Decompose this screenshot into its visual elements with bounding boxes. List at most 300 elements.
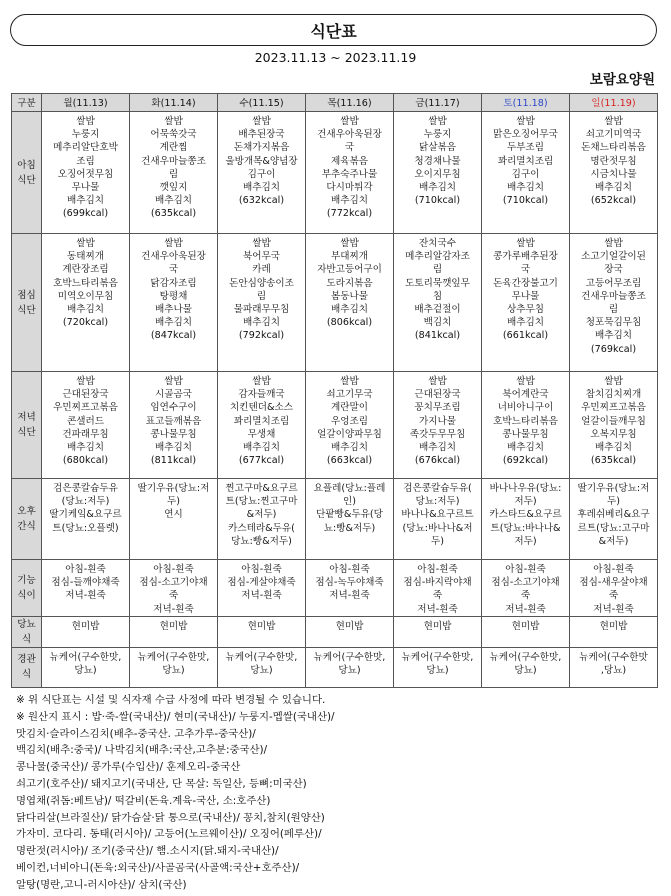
menu-item: 제육볶음 [330,155,369,167]
menu-cell-functional-2 [218,560,306,617]
menu-item: 침 [432,290,443,302]
menu-item: (699kcal) [62,208,109,220]
menu-item: 오징어젓무침 [57,168,114,180]
menu-item: 계란장조림 [62,264,109,276]
menu-item: 호박느타리볶음 [53,277,118,289]
corner-header: 구분 [12,94,42,112]
menu-item: 쌀밥 [252,376,271,387]
menu-cell-snack-6 [570,479,658,560]
menu-cell-breakfast-6 [570,112,658,234]
menu-item: 쌀밥 [76,116,95,127]
menu-item: 두부조림 [506,142,545,154]
menu-item: 카스타드&요구르 [489,509,562,521]
menu-item: 카레 [252,264,271,276]
menu-cell-breakfast-0 [42,112,130,234]
menu-item: 북어무국 [242,251,281,263]
menu-item: 뉴케어(구수한맛, [225,651,298,663]
menu-item: 다시마튀각 [326,182,373,194]
menu-item: 림 [608,304,619,316]
note-line: 닭다리살(브라질산)/ 닭가슴살·닭 통으로(국내산)/ 꽁치,참치(원양산) [16,811,325,824]
menu-item: 쌀밥 [516,238,535,249]
menu-cell-snack-4 [394,479,482,560]
menu-item: 명란젓무침 [590,155,637,167]
menu-item: 콩나물무침 [150,428,197,440]
menu-cell-breakfast-3 [306,112,394,234]
menu-item: 배추김치 [66,195,105,207]
menu-cell-lunch-6 [570,234,658,372]
menu-cell-breakfast-4 [394,112,482,234]
menu-cell-snack-5 [482,479,570,560]
menu-item: 연시 [164,509,183,521]
menu-item: 르트(당뇨:고구마 [577,522,650,534]
menu-item: ,당뇨) [600,665,627,677]
menu-item: 부추숙주나물 [321,168,378,180]
menu-item: 쌀밥 [604,376,623,387]
menu-cell-dinner-6 [570,372,658,479]
menu-cell-dinner-4 [394,372,482,479]
table-header-row [12,94,658,112]
menu-item: 저녁-흰죽 [417,603,458,615]
note-line: 명엽채(쥐돔:베트남)/ 떡갈비(돈육.계육-국산, 소:호주산) [16,794,271,807]
row-header-line: 당뇨 [17,618,36,630]
menu-item: 감자들깨국 [238,389,285,401]
menu-item: 당뇨) [514,665,537,677]
menu-item: 우민찌프고볶음 [581,402,646,414]
menu-cell-diabetic-6 [570,616,658,647]
menu-item: 아침-흰죽 [505,564,546,575]
menu-item: 계란찜 [159,142,188,154]
menu-item: 무나물 [511,290,540,302]
menu-item: (772kcal) [326,208,373,220]
menu-item: 도라지볶음 [326,277,373,289]
menu-item: 닭살볶음 [418,142,457,154]
menu-item: 오이지무침 [414,168,461,180]
menu-item: 돈채가지볶음 [233,142,290,154]
menu-cell-dinner-5 [482,372,570,479]
row-header-line: 식단 [17,427,36,438]
menu-item: 림 [256,290,267,302]
table-row-functional [12,560,658,617]
menu-item: 시금치나물 [590,168,637,180]
menu-item: 임연수구이 [150,402,197,414]
menu-item: 점심-새우살야채 [579,577,648,589]
menu-item: 국 [168,264,179,276]
menu-item: 트(당뇨:바나나& [490,522,561,534]
menu-item: 인) [342,496,356,508]
menu-item: 저녁-흰죽 [65,590,106,602]
menu-item: 당뇨) [74,665,97,677]
menu-item: 바나나우유(당뇨: [489,483,562,494]
menu-item: 꽈리멸치조림 [233,415,290,427]
note-line: 맛김치·슬라이스김치(배추-중국산. 고추가루-중국산)/ [16,727,256,740]
menu-cell-diabetic-0 [42,616,130,647]
menu-item: 쌀밥 [164,116,183,127]
menu-item: 얼갈이들깨무침 [581,415,646,427]
menu-item: &저두) [246,509,277,521]
row-header-line: 저녁 [17,412,36,423]
menu-item: 점심-소고기야채 [491,577,560,589]
menu-cell-tube-2 [218,647,306,687]
menu-cell-diabetic-5 [482,616,570,647]
menu-item: 요플레(당뇨:플레 [313,483,386,494]
row-header-line: 식단 [17,304,36,316]
menu-cell-snack-2 [218,479,306,560]
menu-item: 트(당뇨:찐고구마 [225,496,298,508]
menu-cell-tube-0 [42,647,130,687]
menu-item: 배추김치 [242,182,281,194]
row-header-line: 경관 [17,654,36,666]
menu-item: (652kcal) [590,195,637,207]
menu-item: 메추리알감자조 [405,251,470,263]
menu-cell-lunch-4 [394,234,482,372]
menu-item: 딸기케잌&요구르 [49,509,122,521]
menu-item: 호박느타리볶음 [493,415,558,427]
menu-cell-snack-1 [130,479,218,560]
menu-item: (680kcal) [62,455,109,467]
menu-item: (632kcal) [238,195,285,207]
menu-item: 꽈리멸치조림 [497,155,554,167]
note-line: 쇠고기(호주산)/ 돼지고기(국내산, 단 목살: 독일산, 등뼈:미국산) [16,777,307,790]
menu-item: 백김치 [423,317,452,329]
table-row-dinner [12,372,658,479]
menu-item: 탕평채 [159,290,188,302]
menu-item: 배추김치 [242,317,281,329]
menu-item: 점심-녹두야채죽 [315,577,384,589]
menu-item: 누룽지 [71,129,100,141]
menu-item: 현미밥 [511,620,540,632]
menu-item: 우엉조림 [330,415,369,427]
menu-item: 배추김치 [506,442,545,454]
menu-item: 쌀밥 [516,376,535,387]
menu-item: 당뇨) [338,665,361,677]
menu-item: 현미밥 [247,620,276,632]
menu-item: 배추김치 [594,182,633,194]
row-header-line: 기능 [17,574,36,586]
menu-cell-tube-3 [306,647,394,687]
row-header-line: 식이 [17,589,36,601]
menu-item: (720kcal) [62,317,109,329]
menu-item: (677kcal) [238,455,285,467]
menu-cell-functional-1 [130,560,218,617]
menu-item: 당뇨:저두) [415,496,460,508]
menu-item: 점심-게살야채죽 [227,577,296,589]
menu-item: 오복지무침 [590,428,637,440]
menu-cell-tube-4 [394,647,482,687]
menu-item: 메추리알단호박 [53,142,118,154]
menu-item: 현미밥 [423,620,452,632]
row-header-line: 식단 [17,174,36,186]
row-header-diabetic [12,616,42,647]
menu-item: 뉴케어(구수한맛, [489,651,562,663]
note-line: 명란젓(러시아)/ 조기(중국산)/ 햄.소시지(닭.돼지-국내산)/ [16,845,279,858]
menu-item: 소고기얼갈이된 [581,251,646,263]
menu-item: 쌀밥 [340,376,359,387]
menu-item: 콩나물무침 [502,428,549,440]
menu-item: 봄동나물 [330,290,369,302]
menu-item: 누룽지 [423,129,452,141]
menu-item: 건새우마늘쫑조 [581,290,646,302]
table-row-lunch [12,234,658,372]
menu-item: 쌀밥 [516,116,535,127]
note-line: 가자미. 코다리. 동태(러시아)/ 고등어(노르웨이산)/ 오징어(페루산)/ [16,828,322,841]
menu-item: 저두) [514,535,537,547]
menu-item: 뉴케어(구수한맛, [49,651,122,663]
menu-item: 저녁-흰죽 [153,603,194,615]
menu-item: 무생채 [247,428,276,440]
row-header-line: 식 [21,633,32,645]
menu-item: 미역오이무침 [57,290,114,302]
menu-item: 쌀밥 [164,238,183,249]
note-line: 콩나물(중국산)/ 콩가루(수입산)/ 훈제오리-중국산 [16,761,241,774]
menu-item: (635kcal) [150,208,197,220]
menu-item: 뉴케어(구수한맛, [137,651,210,663]
menu-item: 아침-흰죽 [241,564,282,575]
table-row-snack [12,479,658,560]
menu-item: 깻잎지 [159,182,188,194]
menu-item: (661kcal) [502,330,549,342]
menu-item: 죽 [608,590,619,602]
menu-item: 건새우마늘쫑조 [141,155,206,167]
menu-item: 쌀밥 [164,376,183,387]
menu-item: 배추김치 [242,442,281,454]
menu-item: 쌀밥 [76,376,95,387]
menu-item: 쌀밥 [428,376,447,387]
menu-item: 두) [166,496,180,508]
menu-cell-snack-3 [306,479,394,560]
menu-item: 근대된장국 [62,389,109,401]
note-line: 백김치(배추:중국)/ 나박김치(배추:국산,고추분:중국산)/ [16,744,268,757]
menu-item: 쌀밥 [604,238,623,249]
menu-cell-tube-1 [130,647,218,687]
menu-item: 부대찌개 [330,251,369,263]
menu-item: (663kcal) [326,455,373,467]
menu-cell-breakfast-2 [218,112,306,234]
menu-item: 배추나물 [154,304,193,316]
menu-cell-diabetic-2 [218,616,306,647]
menu-item: 딸기우유(당뇨:저 [137,483,210,494]
menu-item: (769kcal) [590,343,637,355]
row-header-line: 점심 [17,289,36,301]
menu-cell-tube-6 [570,647,658,687]
menu-item: 배추김치 [418,182,457,194]
menu-item: 배추김치 [506,317,545,329]
menu-item: 건새우아욱된장 [317,129,382,141]
day-header-tue: 화(11.14) [130,94,218,112]
menu-item: 건새우아욱된장 [141,251,206,263]
menu-cell-dinner-2 [218,372,306,479]
menu-item: 아침-흰죽 [329,564,370,575]
menu-item: 아침-흰죽 [65,564,106,575]
menu-item: (710kcal) [502,195,549,207]
menu-item: 저녁-흰죽 [241,590,282,602]
menu-cell-functional-0 [42,560,130,617]
menu-item: 쇠고기미역국 [585,129,642,141]
menu-item: 뉴케어(구수한맛 [579,651,648,663]
menu-item: 북어계란국 [502,389,549,401]
menu-item: (당뇨:저두) [61,496,110,508]
day-header-mon: 월(11.13) [42,94,130,112]
menu-item: 당뇨) [162,665,185,677]
row-header-dinner [12,372,42,479]
menu-cell-lunch-1 [130,234,218,372]
menu-item: 배추김치 [330,195,369,207]
menu-cell-lunch-0 [42,234,130,372]
menu-item: 죽 [168,590,179,602]
menu-item: 배추김치 [418,442,457,454]
menu-item: (676kcal) [414,455,461,467]
day-header-wed: 수(11.15) [218,94,306,112]
menu-item: 두) [606,496,620,508]
menu-item: 뇨:빵&저두) [323,522,376,534]
menu-item: 아침-흰죽 [593,564,634,575]
menu-item: 배추김치 [594,442,633,454]
menu-item: 도토리묵깻잎무 [405,277,470,289]
menu-item: 찐고구마&요구르 [225,483,298,494]
menu-item: 계란말이 [330,402,369,414]
menu-item: 트(당뇨:오플렛) [52,522,119,534]
menu-item: 검은콩칼슘두유 [53,483,118,494]
menu-item: 아침-흰죽 [417,564,458,575]
menu-item: 잔치국수 [418,238,457,249]
menu-item: 김구이 [511,168,540,180]
menu-item: (당뇨:바나나&저 [402,522,473,534]
menu-item: 배추김치 [154,442,193,454]
menu-item: (806kcal) [326,317,373,329]
menu-item: 저녁-흰죽 [329,590,370,602]
menu-item: 너비아니구이 [497,402,554,414]
menu-item: 배추김치 [330,442,369,454]
menu-item: 뉴케어(구수한맛, [401,651,474,663]
menu-item: 닭감자조림 [150,277,197,289]
menu-item: 당뇨:빵&저두) [231,535,292,547]
menu-item: 국 [344,142,355,154]
menu-cell-lunch-5 [482,234,570,372]
facility-name: 보람요양원 [589,72,655,88]
day-header-sat: 토(11.18) [482,94,570,112]
menu-item: 상추무침 [506,304,545,316]
menu-item: 검은콩칼슘두유( [403,483,472,494]
notes-section [16,692,661,894]
table-row-tube [12,647,658,687]
menu-item: 콘샐러드 [66,415,105,427]
day-header-thu: 목(11.16) [306,94,394,112]
menu-item: 배추김치 [66,442,105,454]
menu-item: 꽁치무조림 [414,402,461,414]
menu-item: 죽 [432,590,443,602]
menu-item: 쌀밥 [604,116,623,127]
menu-cell-lunch-2 [218,234,306,372]
menu-item: 현미밥 [159,620,188,632]
row-header-tube [12,647,42,687]
menu-item: (710kcal) [414,195,461,207]
menu-item: 죽 [520,590,531,602]
note-line: ※ 위 식단표는 시설 및 식자재 수급 사정에 따라 변경될 수 있습니다. [16,694,326,706]
menu-item: 물파래무무침 [233,304,290,316]
row-header-lunch [12,234,42,372]
menu-cell-tube-5 [482,647,570,687]
menu-cell-dinner-3 [306,372,394,479]
menu-item: 저녁-흰죽 [505,603,546,615]
menu-cell-dinner-1 [130,372,218,479]
menu-table [11,93,658,688]
row-header-breakfast [12,112,42,234]
row-header-line: 아침 [17,159,36,171]
menu-item: 점심-바지락야채 [403,577,472,589]
menu-item: 돈육간장불고기 [493,277,558,289]
menu-item: 콩가루배추된장 [493,251,558,263]
menu-cell-breakfast-1 [130,112,218,234]
menu-item: 단팥빵&두유(당 [316,509,383,521]
menu-item: 쌀밥 [340,116,359,127]
menu-item: 저두) [514,496,537,508]
menu-item: 쌀밥 [252,238,271,249]
menu-item: (841kcal) [414,330,461,342]
menu-item: 맑은오징어무국 [493,129,558,141]
menu-item: 청경채나물 [414,155,461,167]
menu-item: (792kcal) [238,330,285,342]
menu-item: (847kcal) [150,330,197,342]
row-header-line: 식 [21,669,32,681]
menu-item: 쌀밥 [340,238,359,249]
menu-item: (692kcal) [502,455,549,467]
row-header-snack [12,479,42,560]
menu-item: 우민찌프고볶음 [53,402,118,414]
note-line: 알탕(명란,고니-러시아산)/ 삼치(국산) [16,878,187,891]
row-header-functional [12,560,42,617]
menu-cell-functional-3 [306,560,394,617]
menu-cell-snack-0 [42,479,130,560]
menu-title-box [10,14,657,46]
table-row-diabetic [12,616,658,647]
menu-cell-functional-6 [570,560,658,617]
menu-item: 배추김치 [330,304,369,316]
menu-item: 당뇨) [250,665,273,677]
menu-item: 배추겉절이 [414,304,461,316]
menu-cell-diabetic-4 [394,616,482,647]
row-header-line: 오후 [17,506,36,517]
menu-item: 시골곰국 [154,389,193,401]
menu-item: &저두) [598,535,629,547]
table-row-breakfast [12,112,658,234]
menu-item: 고등어무조림 [585,277,642,289]
menu-item: 쌀밥 [252,116,271,127]
menu-item: 돈채느타리볶음 [581,142,646,154]
menu-item: 후레쉬베리&요구 [577,509,650,521]
row-header-line: 간식 [17,521,36,532]
menu-item: 배추된장국 [238,129,285,141]
menu-item: 바나나&요구르트 [401,509,474,521]
menu-item: 현미밥 [71,620,100,632]
menu-item: 저녁-흰죽 [593,603,634,615]
menu-item: 건파래무침 [62,428,109,440]
menu-item: 배추김치 [66,304,105,316]
menu-item: (811kcal) [150,455,197,467]
menu-item: 림 [432,264,443,276]
date-range: 2023.11.13 ~ 2023.11.19 [254,50,417,65]
menu-item: 점심-들깨야채죽 [51,577,120,589]
menu-item: 근대된장국 [414,389,461,401]
menu-item: 현미밥 [599,620,628,632]
menu-cell-functional-4 [394,560,482,617]
menu-item: 당뇨) [426,665,449,677]
menu-item: 돈안심양송이조 [229,277,294,289]
note-line: 베이컨,너비아니(돈육:외국산)/사골곰국(사골액:국산+호주산)/ [16,861,300,874]
menu-item: 참치김치찌개 [585,389,642,401]
menu-item: 배추김치 [506,182,545,194]
menu-item: 현미밥 [335,620,364,632]
menu-cell-diabetic-1 [130,616,218,647]
day-header-fri: 금(11.17) [394,94,482,112]
